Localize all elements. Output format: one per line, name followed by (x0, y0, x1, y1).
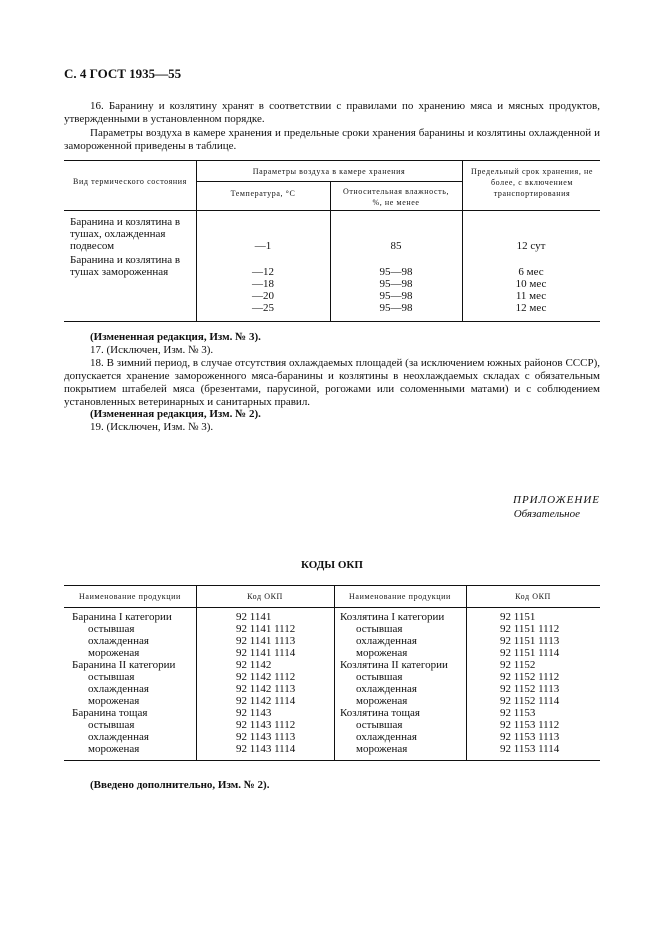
header-humidity: Относительная влажность, %, не менее (342, 187, 450, 207)
temp-value: —20 (252, 290, 274, 302)
okp-code: 92 1143 1113 (236, 731, 296, 743)
okp-code: 92 1151 1114 (500, 647, 560, 659)
product-name: Баранина тощая (72, 707, 148, 719)
product-name: охлажденная (356, 683, 417, 695)
paragraph-16-params: Параметры воздуха в камере хранения и предельные сроки хранения баранины и козлятины охлажденной и замороженной приведены в таблице. (64, 127, 600, 152)
okp-code: 92 1141 1113 (236, 635, 296, 647)
paragraph-16: 16. Баранину и козлятину хранят в соответствии с правилами по хранению мяса и мясных продуктов, утвержденными в установленном порядке. (64, 100, 600, 125)
okp-code: 92 1151 1113 (500, 635, 560, 647)
product-name: остывшая (88, 719, 135, 731)
term-value: 12 мес (515, 302, 547, 314)
humidity-value: 95—98 (379, 266, 413, 278)
product-name: мороженая (356, 743, 408, 755)
appendix-title: ПРИЛОЖЕНИЕ (513, 494, 600, 506)
humidity-value: 95—98 (379, 278, 413, 290)
header-product-name: Наименование продукции (349, 592, 451, 601)
product-name: охлажденная (88, 683, 149, 695)
product-name: Баранина I категории (72, 611, 172, 623)
header-product-name: Наименование продукции (79, 592, 181, 601)
temp-value: —12 (252, 266, 274, 278)
temp-value: —18 (252, 278, 274, 290)
okp-code: 92 1142 1113 (236, 683, 296, 695)
temp-value: —25 (252, 302, 274, 314)
paragraph-18: 18. В зимний период, в случае отсутствия охлаждаемых площадей (за исключением южных районов СССР), допускается хранение замороженного мяса-баранины и козлятины в неохлаждаемых складах с обязательным покрытием штабелей мяса (брезентами, парусиной, рогожами или соломенными матами) и с соблюдением установленных ветеринарных и санитарных правил. (64, 357, 600, 408)
note-edit-2: (Измененная редакция, Изм. № 2). (90, 408, 261, 420)
product-name: остывшая (88, 671, 135, 683)
product-name: охлажденная (356, 635, 417, 647)
paragraph-17: 17. (Исключен, Изм. № 3). (90, 344, 214, 356)
row-frozen-label: Баранина и козлятина в тушах замороженная (70, 254, 181, 278)
header-okp-code: Код ОКП (515, 592, 551, 601)
header-okp-code: Код ОКП (247, 592, 283, 601)
okp-code: 92 1153 (500, 707, 536, 719)
okp-code: 92 1152 1114 (500, 695, 560, 707)
product-name: остывшая (356, 671, 403, 683)
term-value: 12 сут (516, 240, 546, 252)
header-term: Предельный срок хранения, не более, с включением транспортирования (470, 167, 594, 198)
page-header: С. 4 ГОСТ 1935—55 (64, 66, 182, 81)
product-name: охлажденная (88, 635, 149, 647)
humidity-value: 85 (390, 240, 402, 252)
product-name: охлажденная (88, 731, 149, 743)
okp-code: 92 1151 1112 (500, 623, 560, 635)
term-value: 10 мес (515, 278, 547, 290)
term-value: 11 мес (515, 290, 547, 302)
product-name: Козлятина тощая (340, 707, 420, 719)
okp-code: 92 1143 1114 (236, 743, 296, 755)
appendix-subtitle: Обязательное (513, 508, 580, 520)
okp-code: 92 1143 (236, 707, 272, 719)
okp-code: 92 1143 1112 (236, 719, 296, 731)
okp-code: 92 1151 (500, 611, 536, 623)
product-name: Баранина II категории (72, 659, 176, 671)
okp-code: 92 1152 1113 (500, 683, 560, 695)
okp-code: 92 1142 (236, 659, 272, 671)
product-name: остывшая (356, 623, 403, 635)
okp-code: 92 1141 1112 (236, 623, 296, 635)
header-temperature: Температура, °С (230, 189, 296, 198)
product-name: мороженая (88, 743, 140, 755)
okp-code: 92 1141 (236, 611, 272, 623)
product-name: мороженая (88, 647, 140, 659)
humidity-value: 95—98 (379, 302, 413, 314)
okp-code: 92 1153 1114 (500, 743, 560, 755)
header-params: Параметры воздуха в камере хранения (252, 167, 406, 176)
okp-code: 92 1142 1114 (236, 695, 296, 707)
okp-code: 92 1153 1113 (500, 731, 560, 743)
product-name: охлажденная (356, 731, 417, 743)
okp-code: 92 1152 (500, 659, 536, 671)
codes-title: КОДЫ ОКП (301, 559, 363, 571)
product-name: остывшая (356, 719, 403, 731)
term-value: 6 мес (518, 266, 544, 278)
temp-value: —1 (254, 240, 272, 252)
product-name: мороженая (356, 695, 408, 707)
okp-code: 92 1153 1112 (500, 719, 560, 731)
product-name: мороженая (356, 647, 408, 659)
okp-code: 92 1142 1112 (236, 671, 296, 683)
header-state: Вид термического состояния (73, 177, 187, 186)
okp-code: 92 1141 1114 (236, 647, 296, 659)
note-edit-3: (Измененная редакция, Изм. № 3). (90, 331, 261, 343)
product-name: Козлятина II категории (340, 659, 448, 671)
okp-code: 92 1152 1112 (500, 671, 560, 683)
paragraph-19: 19. (Исключен, Изм. № 3). (90, 421, 214, 433)
row-chilled-label: Баранина и козлятина в тушах, охлажденная подвесом (70, 216, 181, 252)
product-name: остывшая (88, 623, 135, 635)
product-name: Козлятина I категории (340, 611, 445, 623)
humidity-value: 95—98 (379, 290, 413, 302)
product-name: мороженая (88, 695, 140, 707)
footer-note: (Введено дополнительно, Изм. № 2). (90, 779, 270, 791)
